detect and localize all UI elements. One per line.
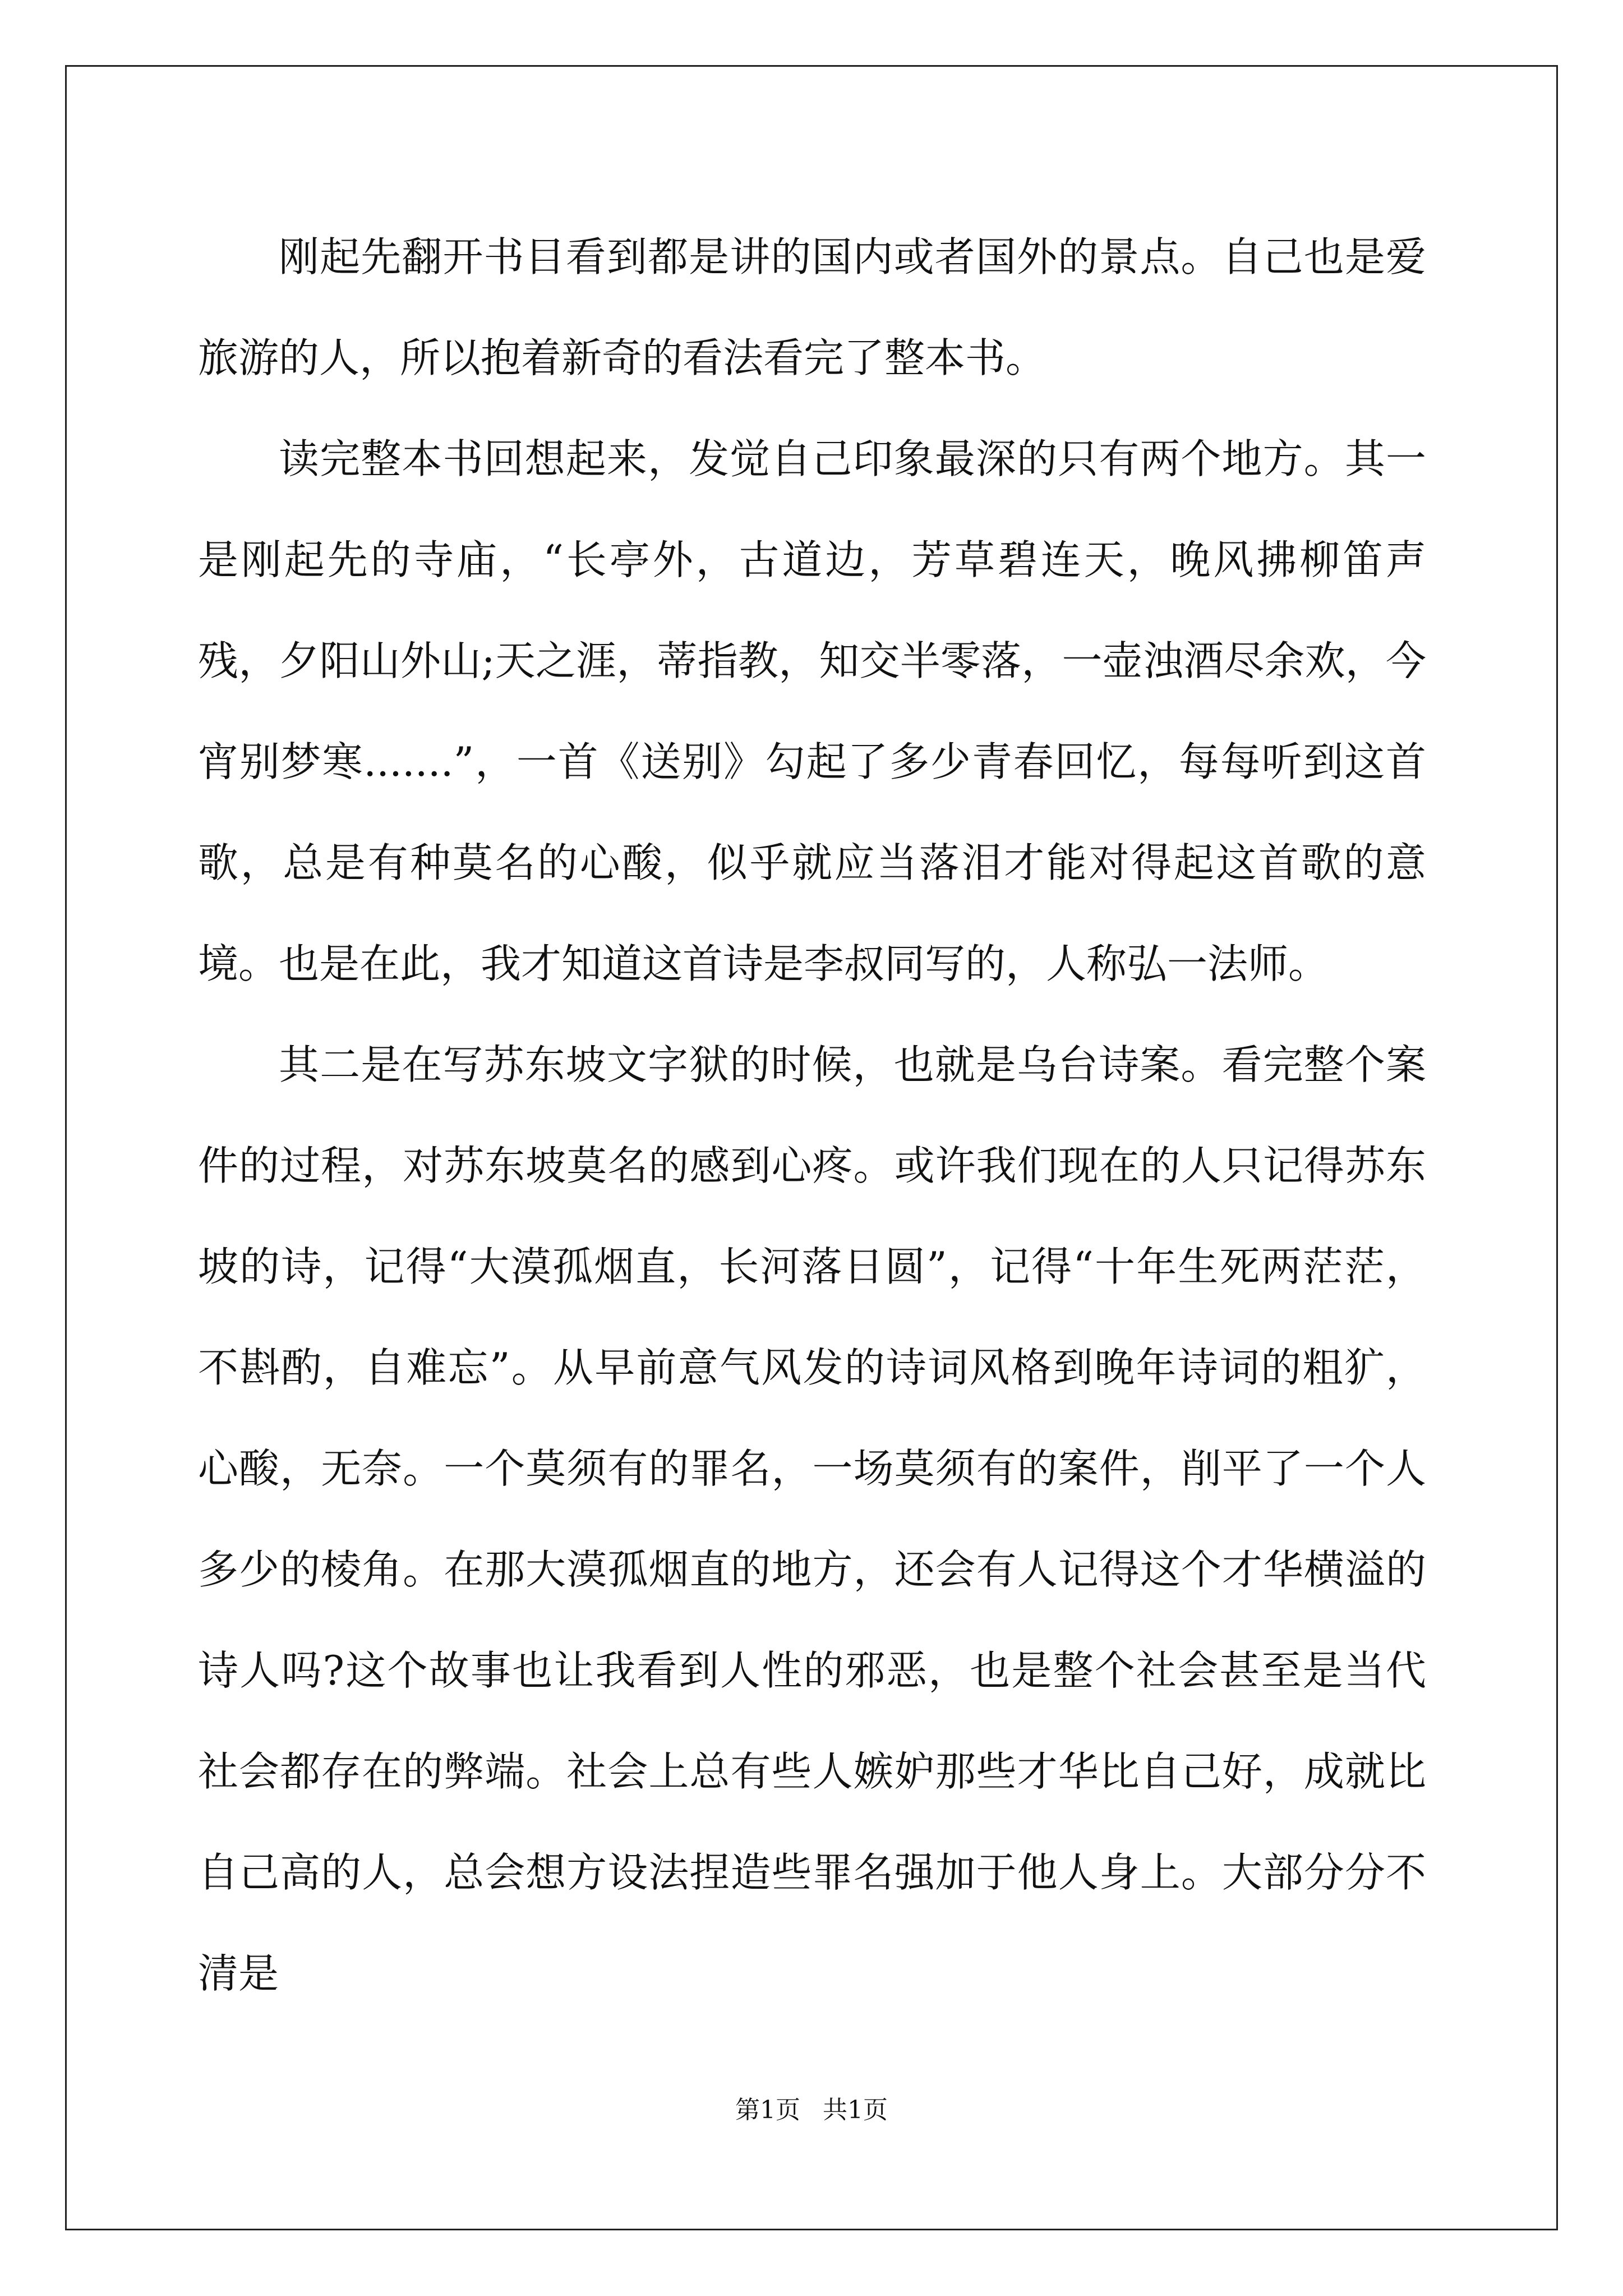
page-number: 第1页 bbox=[735, 2096, 800, 2124]
paragraph-3: 其二是在写苏东坡文字狱的时候，也就是乌台诗案。看完整个案件的过程，对苏东坡莫名的感到心疼。或许我们现在的人只记得苏东坡的诗，记得“大漠孤烟直，长河落日圆”，记得“十年生死两茫茫，不斟酌，自难忘”。从早前意气风发的诗词风格到晚年诗词的粗犷，心酸，无奈。一个莫须有的罪名，一场莫须有的案件，削平了一个人多少的棱角。在那大漠孤烟直的地方，还会有人记得这个才华横溢的诗人吗?这个故事也让我看到人性的邪恶，也是整个社会甚至是当代社会都存在的弊端。社会上总有些人嫉妒那些才华比自己好，成就比自己高的人，总会想方设法捏造些罪名强加于他人身上。大部分分不清是 bbox=[198, 1041, 1426, 1997]
page-total: 共1页 bbox=[823, 2096, 888, 2124]
paragraph-2: 读完整本书回想起来，发觉自己印象最深的只有两个地方。其一是刚起先的寺庙，“长亭外，古道边，芳草碧连天，晚风拂柳笛声残，夕阳山外山;天之涯，蒂指教，知交半零落，一壶浊酒尽余欢，今宵别梦寒.......”，一首《送别》勾起了多少青春回忆，每每听到这首歌，总是有种莫名的心酸，似乎就应当落泪才能对得起这首歌的意境。也是在此，我才知道这首诗是李叔同写的，人称弘一法师。 bbox=[198, 435, 1426, 987]
page-footer bbox=[0, 2090, 1623, 2125]
paragraph-1: 刚起先翻开书目看到都是讲的国内或者国外的景点。自己也是爱旅游的人，所以抱着新奇的看法看完了整本书。 bbox=[198, 233, 1426, 381]
document-body bbox=[198, 206, 1426, 2024]
